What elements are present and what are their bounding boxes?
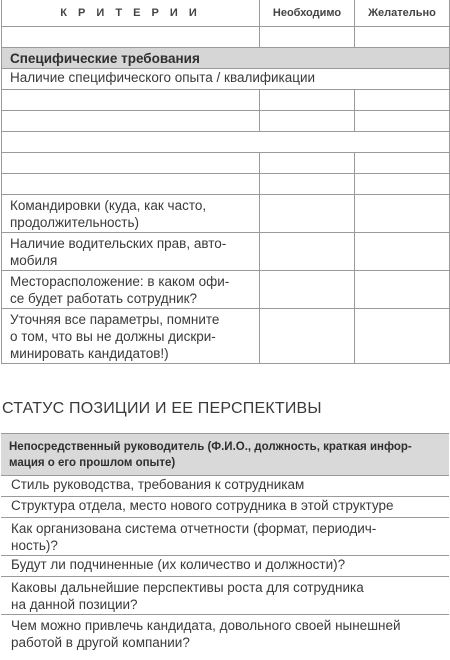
section-row bbox=[2, 48, 450, 69]
section-title: Специфические требования bbox=[2, 48, 450, 69]
criteria-cell: Месторасположение: в каком офи- се будет работать сотрудник? bbox=[2, 271, 260, 309]
table-row bbox=[2, 195, 450, 233]
table-row bbox=[2, 69, 450, 90]
table-row bbox=[2, 271, 450, 309]
header-row bbox=[2, 0, 450, 27]
supervisor-row bbox=[1, 434, 449, 476]
table-row bbox=[2, 233, 450, 271]
table-row bbox=[2, 174, 450, 195]
table-row bbox=[2, 90, 450, 111]
criteria-table bbox=[1, 0, 450, 364]
table-row bbox=[2, 153, 450, 174]
list-item: Будут ли подчиненные (их количество и должности)? bbox=[1, 556, 449, 577]
criteria-cell: Командировки (куда, как часто, продолжительность) bbox=[2, 195, 260, 233]
header-desired: Желательно bbox=[355, 0, 450, 27]
experience-label: Наличие специфического опыта / квалификации bbox=[2, 69, 450, 90]
supervisor-label: Непосредственный руководитель (Ф.И.О., должность, краткая инфор- мация о его прошлом опыте) bbox=[1, 434, 449, 476]
table-row bbox=[2, 27, 450, 48]
header-required: Необходимо bbox=[260, 0, 355, 27]
section-heading: СТАТУС ПОЗИЦИИ И ЕЕ ПЕРСПЕКТИВЫ bbox=[2, 400, 322, 417]
list-item: Чем можно привлечь кандидата, довольного своей нынешней работой в другой компании? bbox=[1, 615, 449, 653]
table-row bbox=[2, 309, 450, 364]
header-criteria: К Р И Т Е Р И И bbox=[2, 0, 260, 27]
table-row bbox=[2, 132, 450, 153]
list-item: Как организована система отчетности (формат, периодич- ность)? bbox=[1, 518, 449, 556]
status-table bbox=[1, 433, 449, 652]
list-item: Каковы дальнейшие перспективы роста для сотрудника на данной позиции? bbox=[1, 577, 449, 615]
criteria-cell: Наличие водительских прав, авто- мобиля bbox=[2, 233, 260, 271]
criteria-cell: Уточняя все параметры, помните о том, что вы не должны дискри- минировать кандидатов!) bbox=[2, 309, 260, 364]
list-item: Стиль руководства, требования к сотрудникам bbox=[1, 476, 449, 497]
list-item: Структура отдела, место нового сотрудника в этой структуре bbox=[1, 497, 449, 518]
table-row bbox=[2, 111, 450, 132]
